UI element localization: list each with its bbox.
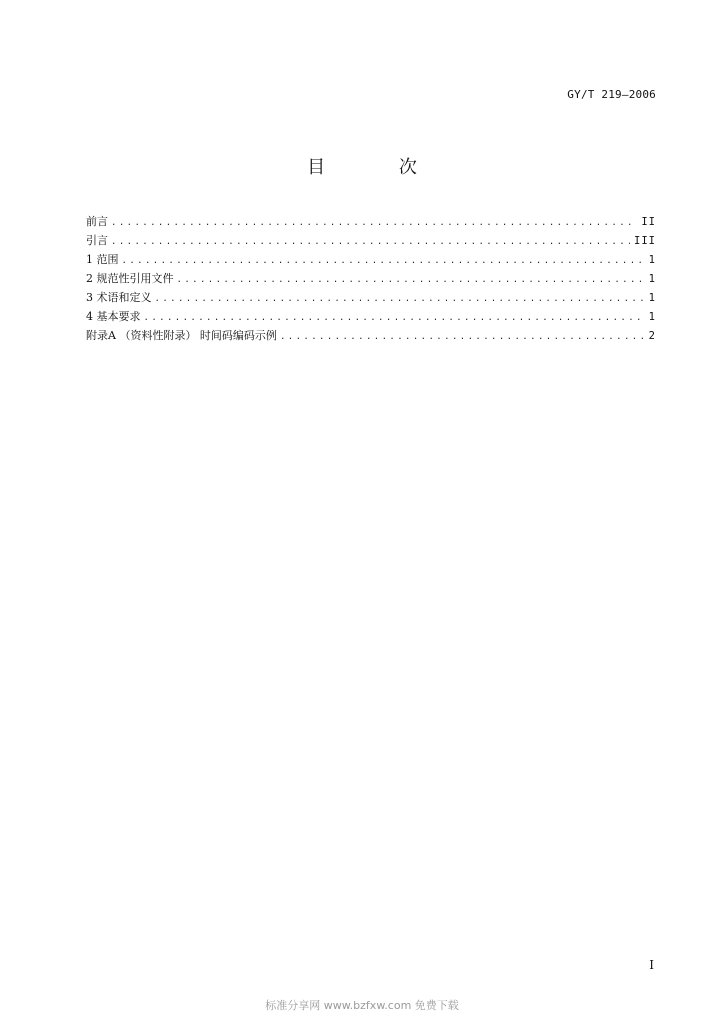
toc-dot-leader bbox=[144, 313, 645, 323]
toc-entry-page: 1 bbox=[648, 254, 656, 266]
toc-entry-basic-requirements[interactable] bbox=[86, 308, 656, 327]
toc-entry-page: III bbox=[634, 235, 656, 247]
toc-entry-page: II bbox=[641, 216, 656, 228]
toc-entry-normative-references[interactable] bbox=[86, 270, 656, 289]
toc-entry-terms-definitions[interactable] bbox=[86, 289, 656, 308]
page-title: 目 次 bbox=[307, 157, 451, 178]
toc-entry-label: 3 术语和定义 bbox=[86, 291, 152, 304]
toc-dot-leader bbox=[122, 256, 645, 266]
toc-entry-page: 1 bbox=[648, 292, 656, 304]
toc-entry-page: 1 bbox=[648, 311, 656, 323]
toc-entry-introduction[interactable] bbox=[86, 232, 656, 251]
toc-entry-annex-a[interactable] bbox=[86, 327, 656, 346]
toc-entry-scope[interactable] bbox=[86, 251, 656, 270]
toc-dot-leader bbox=[155, 294, 645, 304]
toc-dot-leader bbox=[280, 332, 645, 342]
toc-dot-leader bbox=[177, 275, 645, 285]
page-number: I bbox=[649, 958, 654, 972]
toc-entry-label: 2 规范性引用文件 bbox=[86, 272, 174, 285]
standard-code: GY/T 219—2006 bbox=[567, 88, 656, 101]
toc-entry-label: 前言 bbox=[86, 215, 108, 228]
toc-entry-foreword[interactable] bbox=[86, 213, 656, 232]
toc-entry-label: 引言 bbox=[86, 234, 108, 247]
toc-entry-label: 附录A （资料性附录） 时间码编码示例 bbox=[86, 329, 277, 342]
toc-entry-label: 4 基本要求 bbox=[86, 310, 141, 323]
toc-dot-leader bbox=[111, 237, 630, 247]
toc-entry-page: 1 bbox=[648, 273, 656, 285]
table-of-contents bbox=[86, 213, 656, 346]
watermark: 标准分享网 www.bzfxw.com 免费下载 bbox=[265, 999, 459, 1012]
toc-entry-page: 2 bbox=[648, 330, 656, 342]
toc-entry-label: 1 范围 bbox=[86, 253, 119, 266]
toc-dot-leader bbox=[111, 218, 637, 228]
